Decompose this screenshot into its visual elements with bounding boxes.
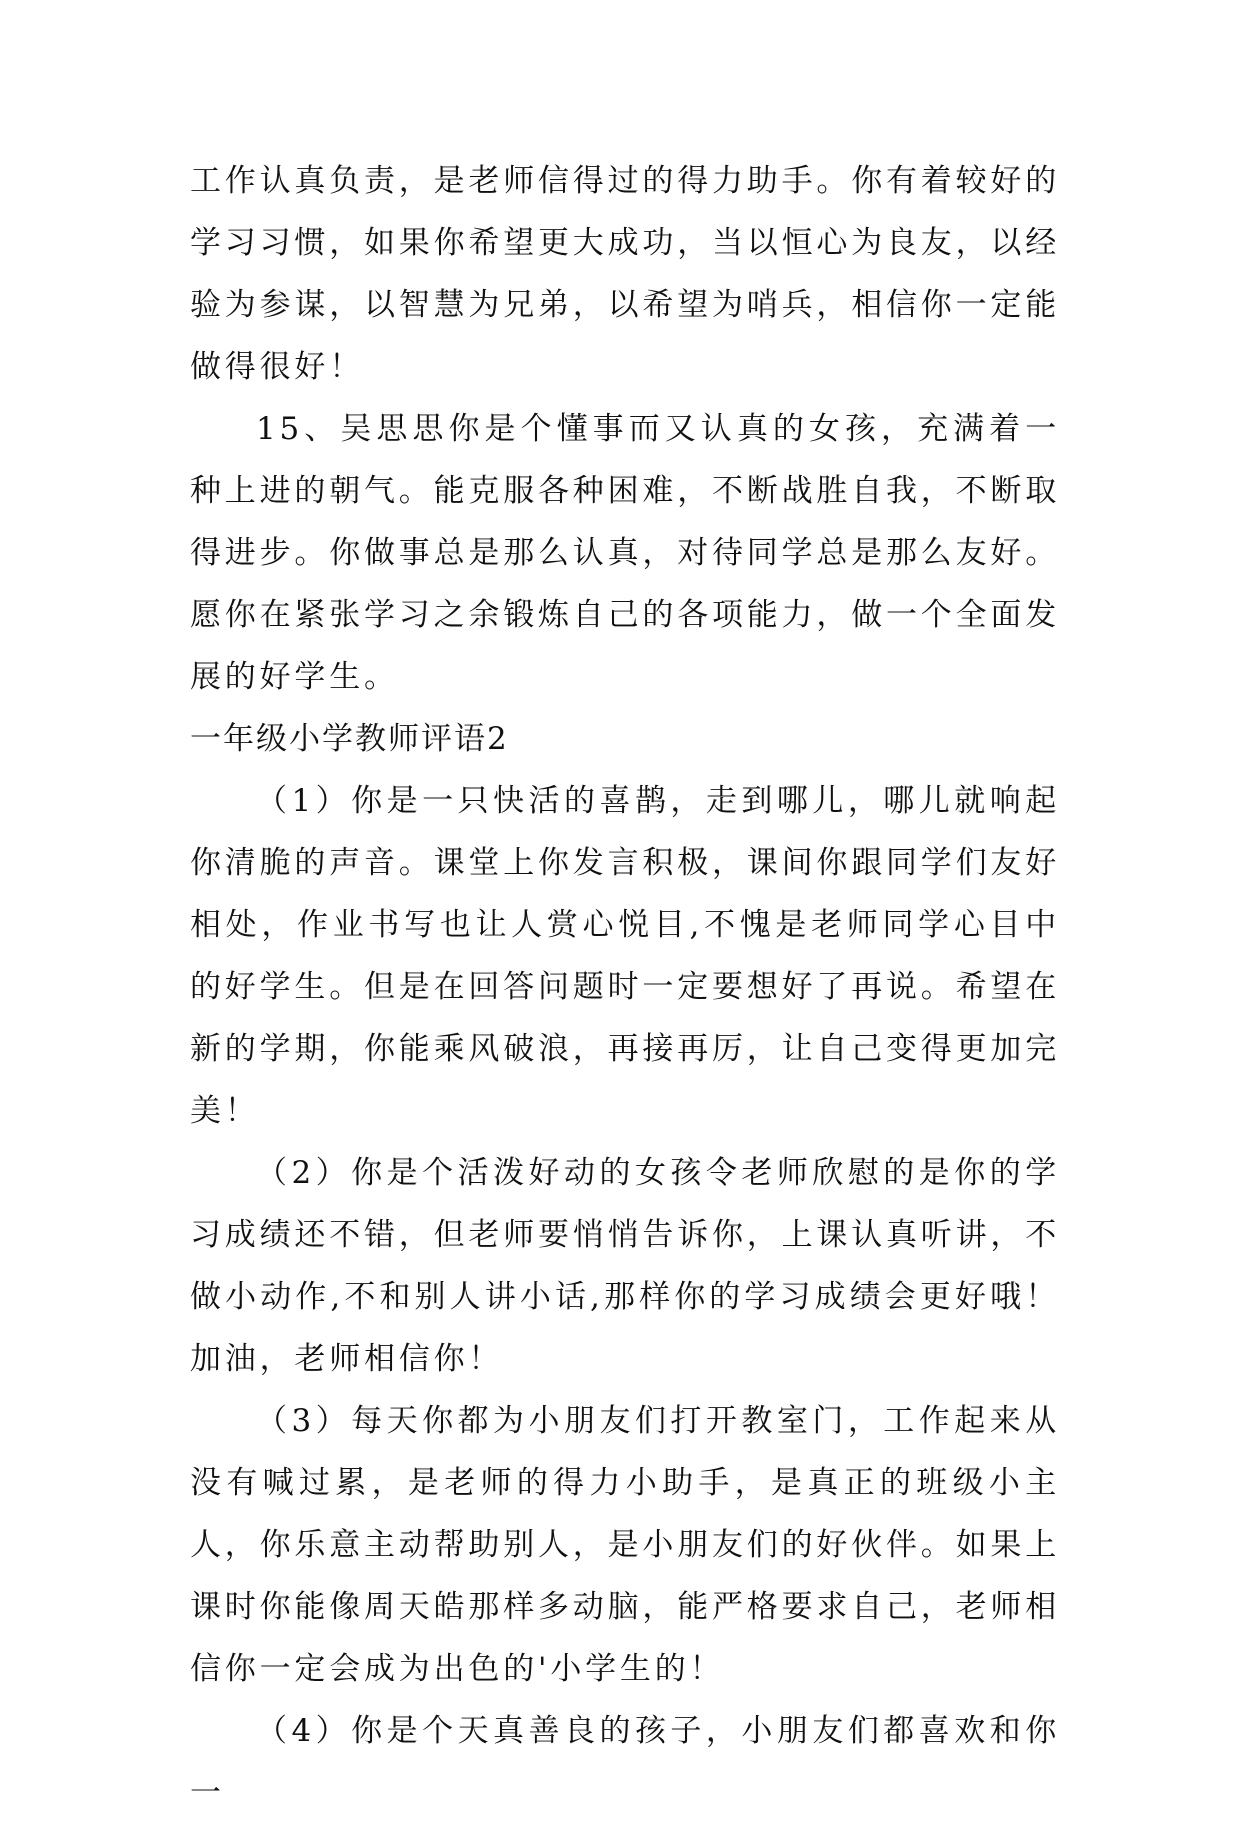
paragraph-comment-4: （4）你是个天真善良的孩子，小朋友们都喜欢和你一 <box>190 1713 1060 1811</box>
paragraph-comment-1: （1）你是一只快活的喜鹊，走到哪儿，哪儿就响起你清脆的声音。课堂上你发言积极，课间你跟同学们友好相处，作业书写也让人赏心悦目,不愧是老师同学心目中的好学生。但是在回答问题时一定要想好了再说。希望在新的学期，你能乘风破浪，再接再厉，让自己变得更加完美！ <box>190 783 1060 1129</box>
paragraph-comment-15: 15、吴思思你是个懂事而又认真的女孩，充满着一种上进的朝气。能克服各种困难，不断战胜自我，不断取得进步。你做事总是那么认真，对待同学总是那么友好。愿你在紧张学习之余锻炼自己的各项能力，做一个全面发展的好学生。 <box>190 411 1060 695</box>
section-heading: 一年级小学教师评语2 <box>190 721 509 757</box>
paragraph-comment-3: （3）每天你都为小朋友们打开教室门，工作起来从没有喊过累，是老师的得力小助手，是真正的班级小主人，你乐意主动帮助别人，是小朋友们的好伙伴。如果上课时你能像周天皓那样多动脑，能严格要求自己，老师相信你一定会成为出色的'小学生的！ <box>190 1403 1060 1687</box>
document-body <box>190 150 1060 1824</box>
paragraph-comment-2: （2）你是个活泼好动的女孩令老师欣慰的是你的学习成绩还不错，但老师要悄悄告诉你，上课认真听讲，不做小动作,不和别人讲小话,那样你的学习成绩会更好哦！加油，老师相信你！ <box>190 1155 1060 1377</box>
paragraph-continuation: 工作认真负责，是老师信得过的得力助手。你有着较好的学习习惯，如果你希望更大成功，当以恒心为良友，以经验为参谋，以智慧为兄弟，以希望为哨兵，相信你一定能做得很好！ <box>190 163 1060 385</box>
